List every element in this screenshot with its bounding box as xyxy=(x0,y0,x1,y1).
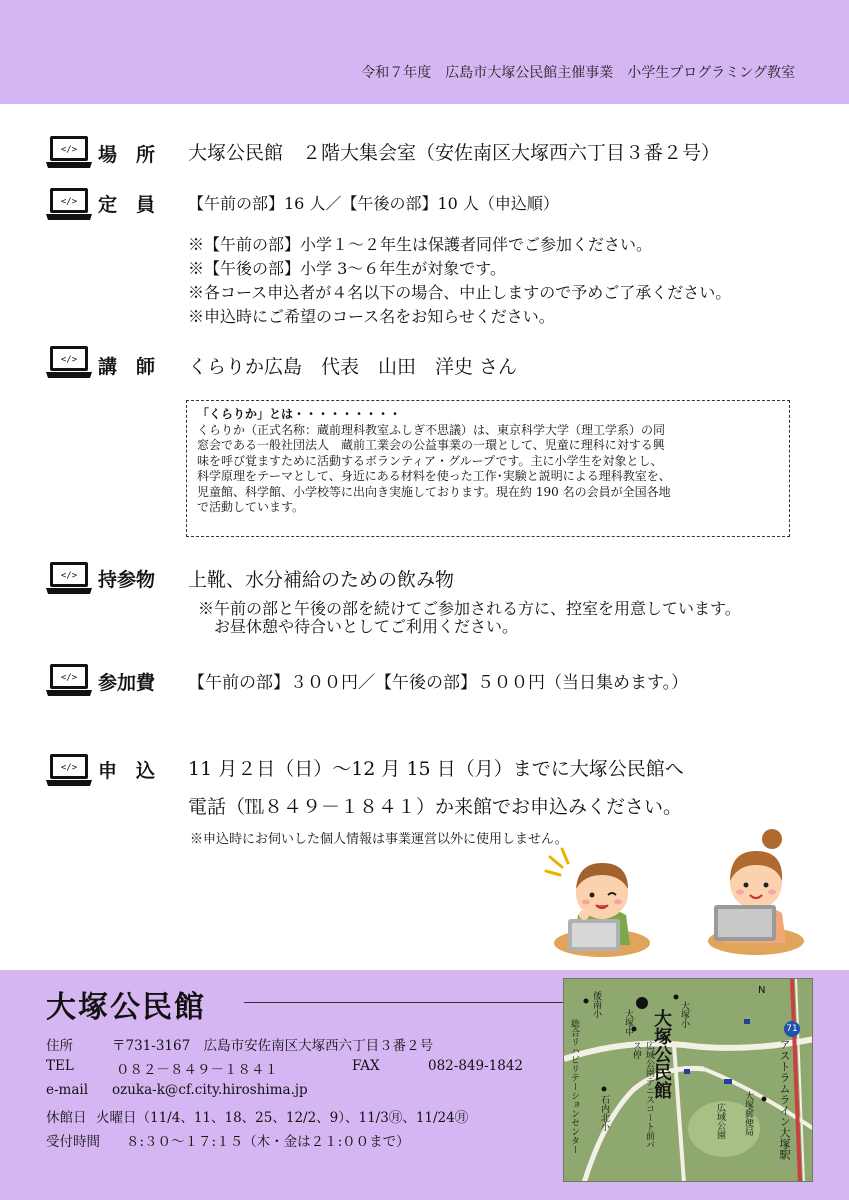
girl-with-laptop-illustration xyxy=(700,825,810,955)
header-band xyxy=(0,0,849,104)
tel-value: ０８２－８４９－１８４１ xyxy=(116,1062,278,1078)
svg-text:</>: </> xyxy=(60,355,78,365)
map-label: 大塚郵便局 xyxy=(743,1091,753,1136)
kurarika-line: くらりか（正式名称：蔵前理科教室ふしぎ不思議）は、東京科学大学（理工学系）の同 xyxy=(197,422,666,437)
map-label: 大塚中 xyxy=(623,1009,633,1036)
map-label: 広域公園 xyxy=(715,1103,725,1139)
address-label: 住所 xyxy=(46,1038,73,1054)
belongings-label: 持参物 xyxy=(98,569,156,591)
place-label: 場 所 xyxy=(98,144,156,166)
laptop-icon xyxy=(44,662,94,698)
hours-label: 受付時間 xyxy=(46,1134,100,1150)
lecturer-text: くらりか広島 代表 山田 洋史 さん xyxy=(188,356,518,378)
fee-label: 参加費 xyxy=(98,672,156,694)
belongings-note: ※午前の部と午後の部を続けてご参加される方に、控室を用意しています。 xyxy=(198,599,741,618)
closed-label: 休館日 xyxy=(46,1110,87,1126)
svg-text:</>: </> xyxy=(60,763,78,773)
kurarika-info-box xyxy=(186,400,790,537)
capacity-label: 定 員 xyxy=(98,194,156,216)
fax-value: 082-849-1842 xyxy=(428,1058,524,1074)
apply-label: 申 込 xyxy=(98,760,156,782)
map-label-kominkan: 大塚公民館 xyxy=(651,1009,672,1099)
apply-note: ※申込時にお伺いした個人情報は事業運営以外に使用しません。 xyxy=(190,832,568,847)
svg-text:</>: </> xyxy=(60,571,78,581)
belongings-note: お昼休憩や待合いとしてご利用ください。 xyxy=(198,617,519,636)
capacity-text: 【午前の部】16 人／【午後の部】10 人（申込順） xyxy=(188,194,559,213)
tel-label: TEL xyxy=(46,1058,74,1074)
lecturer-label: 講 師 xyxy=(98,356,156,378)
map-label: 大塚小 xyxy=(679,1001,689,1028)
route-71-badge: 71 xyxy=(784,1021,800,1037)
map-label: 倭南小 xyxy=(591,991,601,1018)
laptop-icon xyxy=(44,560,94,596)
kurarika-title: 「くらりか」とは・・・・・・・・・ xyxy=(197,407,402,421)
kurarika-line: 科学原理をテーマとして、身近にある材料を使った工作･実験と説明による理科教室を、 xyxy=(197,469,671,483)
svg-text:</>: </> xyxy=(60,197,78,207)
map-label: アストラムライン大塚駅 xyxy=(778,1039,791,1160)
laptop-icon xyxy=(44,344,94,380)
svg-text:</>: </> xyxy=(60,673,78,683)
capacity-note: ※【午前の部】小学１～２年生は保護者同伴でご参加ください。 xyxy=(188,235,653,254)
closed-value: 火曜日（11/4、11、18、25、12/2、9）、11/3㊊、11/24㊊ xyxy=(96,1110,469,1126)
north-arrow-icon: N xyxy=(758,985,766,996)
fax-label: FAX xyxy=(352,1058,380,1074)
map-label: 石内北小 xyxy=(599,1095,609,1131)
boy-with-laptop-illustration xyxy=(540,845,660,960)
email-value: ozuka-k@cf.city.hiroshima.jp xyxy=(112,1082,308,1098)
map-label: 総合リハビリテーションセンター xyxy=(569,1019,579,1154)
fee-text: 【午前の部】３００円／【午後の部】５００円（当日集めます。） xyxy=(188,673,689,693)
email-label: e-mail xyxy=(46,1082,89,1098)
place-text: 大塚公民館 ２階大集会室（安佐南区大塚西六丁目３番２号） xyxy=(188,142,721,164)
apply-line1: 11 月２日（日）～12 月 15 日（月）までに大塚公民館へ xyxy=(188,758,684,780)
svg-text:</>: </> xyxy=(60,145,78,155)
kurarika-line: 児童館、科学館、小学校等に出向き実施しております。現在約 190 名の会員が全国各地 xyxy=(197,484,671,499)
laptop-icon xyxy=(44,134,94,170)
address-value: 〒731-3167 広島市安佐南区大塚西六丁目３番２号 xyxy=(112,1038,434,1054)
header-subtitle: 令和７年度 広島市大塚公民館主催事業 小学生プログラミング教室 xyxy=(361,65,795,81)
kurarika-line: 味を呼び覚ますために活動するボランティア・グループです。主に小学生を対象とし、 xyxy=(197,453,663,468)
location-map xyxy=(563,978,813,1182)
hours-value: ８:３０～１７:１５（木・金は２１:００まで） xyxy=(126,1134,410,1150)
footer-facility-name: 大塚公民館 xyxy=(46,990,206,1025)
belongings-text: 上靴、水分補給のための飲み物 xyxy=(188,569,455,591)
laptop-icon xyxy=(44,186,94,222)
kurarika-line: で活動しています。 xyxy=(197,500,305,514)
kurarika-line: 窓会である一般社団法人 蔵前工業会の公益事業の一環として、児童に理科に対する興 xyxy=(197,438,665,452)
apply-line2: 電話（℡８４９－１８４１）か来館でお申込みください。 xyxy=(188,796,683,818)
laptop-icon xyxy=(44,752,94,788)
capacity-note: ※申込時にご希望のコース名をお知らせください。 xyxy=(188,307,555,326)
map-label: 広域公園テニスコート前バス停 xyxy=(631,1041,654,1149)
capacity-note: ※【午後の部】小学 3～６年生が対象です。 xyxy=(188,259,506,278)
capacity-note: ※各コース申込者が４名以下の場合、中止しますので予めご了承ください。 xyxy=(188,283,732,302)
